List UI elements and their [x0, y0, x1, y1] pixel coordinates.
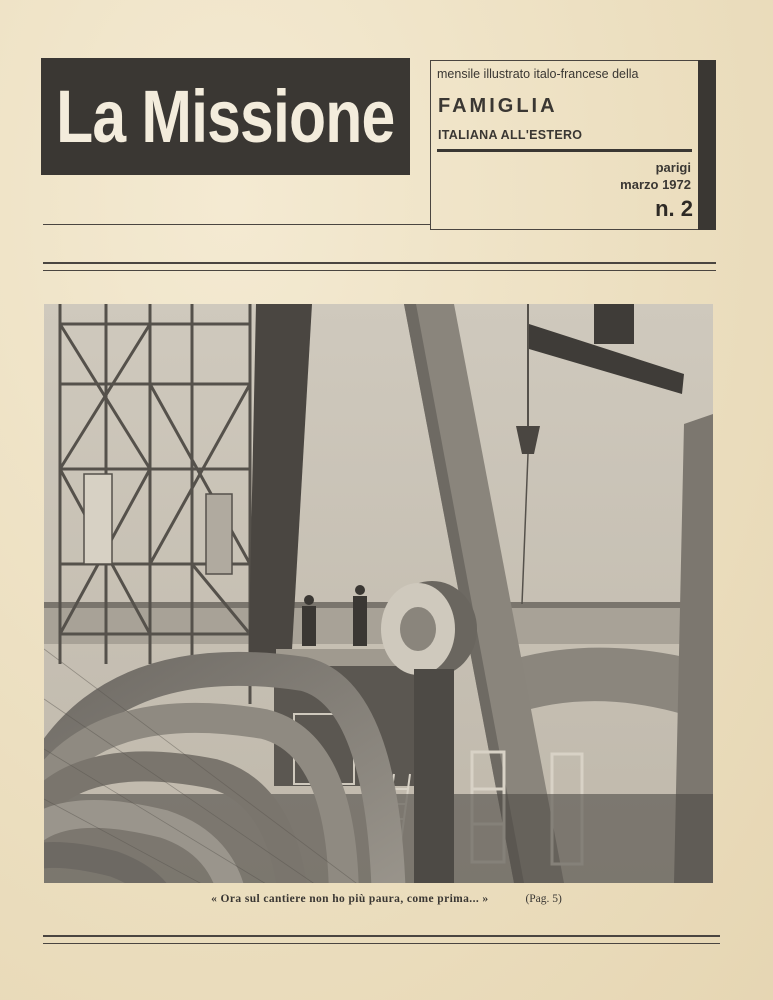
issue-city: parigi [655, 160, 691, 175]
issue-date: marzo 1972 [620, 177, 691, 192]
divider-under-masthead [43, 224, 430, 225]
info-box-rule [437, 149, 692, 152]
masthead-title: La Missione [56, 74, 395, 158]
divider-top [43, 262, 716, 264]
divider-bottom [43, 935, 720, 937]
caption-quote: « Ora sul cantiere non ho più paura, come prima... » [211, 893, 489, 905]
masthead-italiana: ITALIANA ALL'ESTERO [438, 128, 583, 142]
issue-number: n. 2 [655, 196, 693, 221]
divider-top-secondary [43, 270, 716, 271]
photo-caption [0, 893, 773, 905]
masthead-famiglia: FAMIGLIA [438, 95, 558, 117]
cover-photo [44, 304, 713, 883]
info-box-side-bar [698, 60, 716, 230]
divider-bottom-secondary [43, 943, 720, 944]
masthead-block [41, 58, 410, 175]
caption-page-reference: (Pag. 5) [525, 893, 562, 905]
masthead-subtitle: mensile illustrato italo-francese della [437, 67, 639, 81]
construction-site-illustration [44, 304, 713, 883]
